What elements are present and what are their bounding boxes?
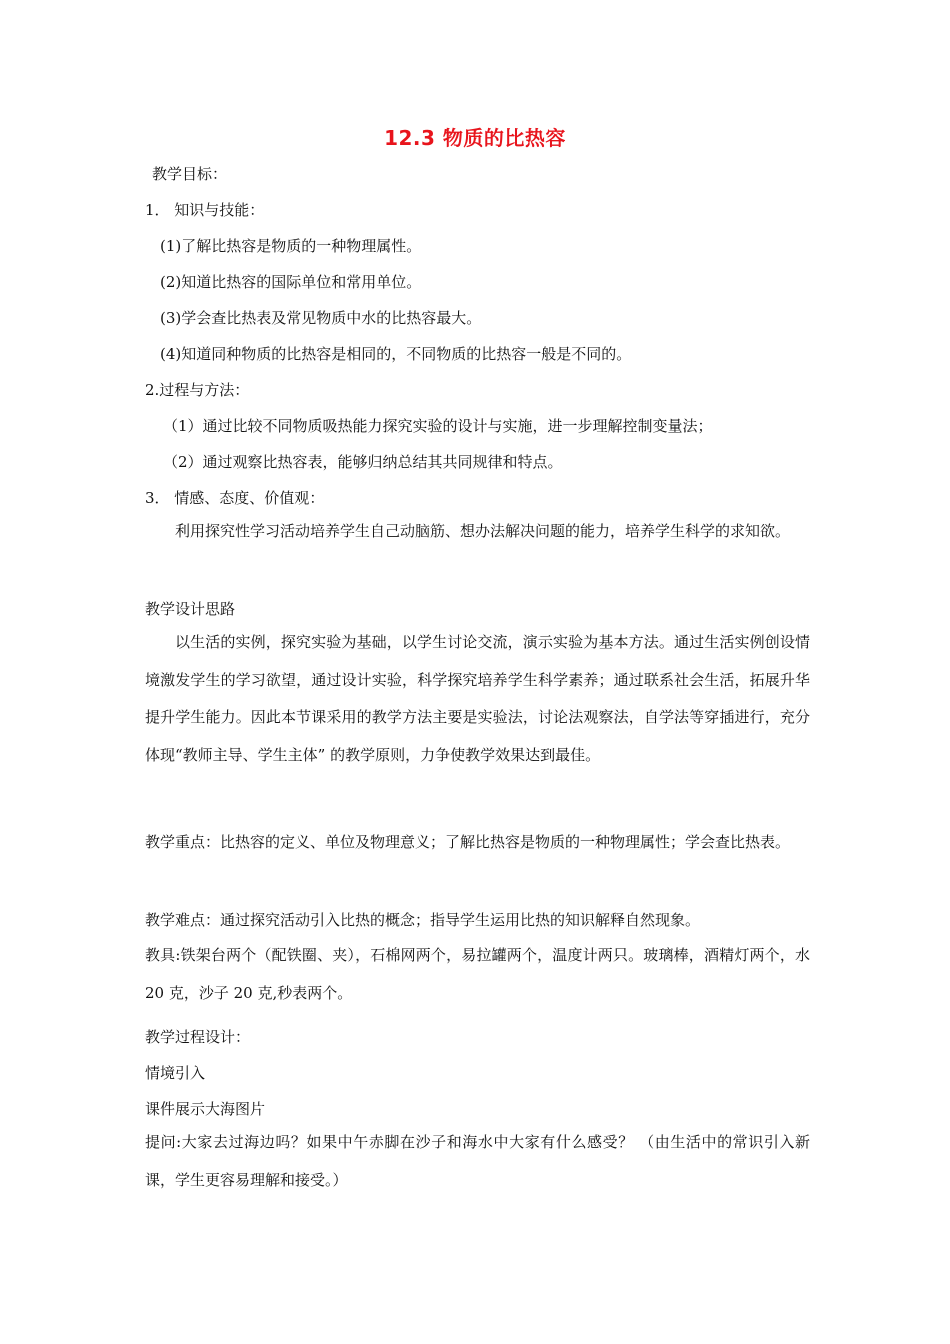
courseware-line: 课件展示大海图片: [145, 1100, 266, 1118]
section1-item-1: (1)了解比热容是物质的一种物理属性。: [160, 237, 422, 255]
difficulties-line: 教学难点：通过探究活动引入比热的概念；指导学生运用比热的知识解释自然现象。: [145, 911, 701, 929]
section2-item-1: （1）通过比较不同物质吸热能力探究实验的设计与实施，进一步理解控制变量法；: [163, 417, 713, 435]
section1-item-3: (3)学会查比热表及常见物质中水的比热容最大。: [160, 309, 482, 327]
section1-item-2: (2)知道比热容的国际单位和常用单位。: [160, 273, 422, 291]
key-points-paragraph: 教学重点：比热容的定义、单位及物理意义；了解比热容是物质的一种物理属性；学会查比热表。: [145, 833, 791, 851]
objectives-heading: 教学目标：: [152, 165, 228, 183]
section2-item-2: （2）通过观察比热容表，能够归纳总结其共同规律和特点。: [163, 453, 563, 471]
question-paragraph: 提问:大家去过海边吗？如果中午赤脚在沙子和海水中大家有什么感受？ （由生活中的常识引入新课，学生更容易理解和接受。）: [145, 1133, 810, 1189]
section1-heading: 1． 知识与技能：: [145, 201, 265, 219]
design-paragraph: 以生活的实例，探究实验为基础，以学生讨论交流，演示实验为基本方法。通过生活实例创设情境激发学生的学习欲望，通过设计实验，科学探究培养学生科学素养；通过联系社会生活，拓展升华提升学生能力。因此本节课采用的教学方法主要是实验法，讨论法观察法，自学法等穿插进行，充分体现“教师主导、学生主体” 的教学原则，力争使教学效果达到最佳。: [145, 633, 810, 764]
equipment-paragraph: 教具:铁架台两个（配铁圈、夹），石棉网两个，易拉罐两个，温度计两只。玻璃棒，酒精灯两个，水 20 克，沙子 20 克,秒表两个。: [145, 946, 810, 1002]
document-title: 12.3 物质的比热容: [384, 126, 566, 150]
section3-heading: 3． 情感、态度、价值观：: [145, 489, 325, 507]
process-heading: 教学过程设计：: [145, 1028, 251, 1046]
section3-paragraph: 利用探究性学习活动培养学生自己动脑筋、想办法解决问题的能力，培养学生科学的求知欲。: [175, 522, 791, 540]
section2-heading: 2.过程与方法：: [145, 381, 250, 399]
design-heading: 教学设计思路: [145, 600, 236, 618]
intro-heading: 情境引入: [145, 1064, 206, 1082]
section1-item-4: (4)知道同种物质的比热容是相同的，不同物质的比热容一般是不同的。: [160, 345, 632, 363]
